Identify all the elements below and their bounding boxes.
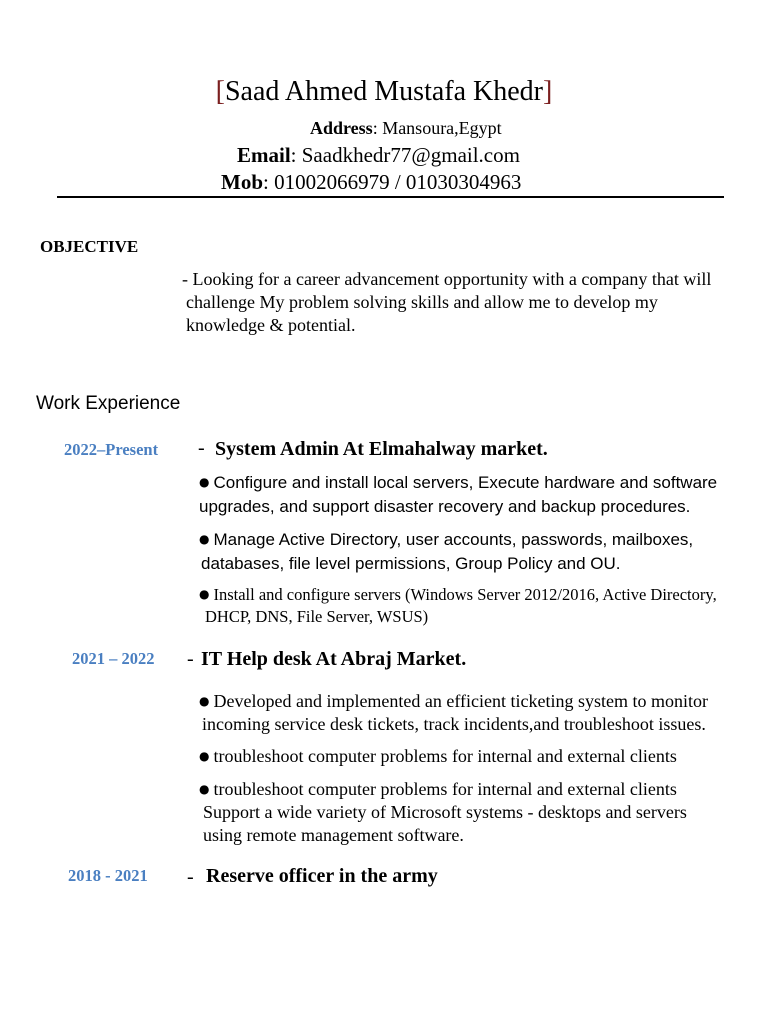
bullet-icon: ● [199,587,210,601]
resume-name [0,76,768,108]
bullet-line: Configure and install local servers, Execute hardware and software [213,473,718,492]
bullet-line: Support a wide variety of Microsoft systems - desktops and servers [203,802,687,822]
job-dash: - [198,437,205,459]
address-label: Address [310,118,373,138]
mobile-line [221,170,521,195]
name-text: Saad Ahmed Mustafa Khedr [224,76,544,107]
job-title: IT Help desk At Abraj Market. [201,648,467,670]
bullet-icon: ● [199,749,210,763]
objective-text [182,268,711,337]
objective-line: knowledge & potential. [186,315,356,335]
job-bullet [199,583,717,628]
bullet-icon: ● [199,532,210,546]
job-title: Reserve officer in the army [206,865,438,887]
mobile-label: Mob [221,170,263,194]
job-bullet [199,778,687,847]
name-bracket-open: [ [215,76,225,107]
job-bullet [199,470,717,519]
mobile-value: : 01002066979 / 01030304963 [263,170,522,194]
bullet-line: using remote management software. [203,825,464,845]
job-bullet [199,527,693,576]
bullet-line: troubleshoot computer problems for internal and external clients [213,746,677,766]
objective-heading: OBJECTIVE [40,237,139,256]
job-bullet [199,745,677,768]
bullet-icon: ● [199,694,210,708]
work-experience-heading: Work Experience [36,393,181,414]
bullet-line: DHCP, DNS, File Server, WSUS) [205,607,429,626]
email-value: : Saadkhedr77@gmail.com [290,143,520,167]
bullet-line: upgrades, and support disaster recovery and backup procedures. [199,497,691,516]
job-dash: - [187,866,194,888]
bullet-line: incoming service desk tickets, track incidents,and troubleshoot issues. [202,714,706,734]
objective-line: challenge My problem solving skills and allow me to develop my [186,292,658,312]
bullet-line: databases, file level permissions, Group Policy and OU. [201,554,621,573]
email-line [237,143,520,168]
address-value: : Mansoura,Egypt [372,118,502,138]
bullet-line: Install and configure servers (Windows Server 2012/2016, Active Directory, [213,585,717,604]
email-label: Email [237,143,291,167]
bullet-line: Developed and implemented an efficient ticketing system to monitor [213,691,709,711]
name-bracket-close: ] [543,76,553,107]
job-bullet [199,690,708,736]
bullet-line: troubleshoot computer problems for internal and external clients [213,779,677,799]
objective-line: - Looking for a career advancement opportunity with a company that will [182,269,712,289]
address-line [310,118,502,139]
job-dash: - [187,648,194,670]
job-dates: 2022–Present [64,440,159,459]
bullet-icon: ● [199,782,210,796]
job-dates: 2018 - 2021 [68,866,148,885]
bullet-icon: ● [199,475,210,489]
job-dates: 2021 – 2022 [72,649,155,668]
job-title: System Admin At Elmahalway market. [215,438,548,460]
header-divider [57,196,724,198]
bullet-line: Manage Active Directory, user accounts, passwords, mailboxes, [213,530,694,549]
